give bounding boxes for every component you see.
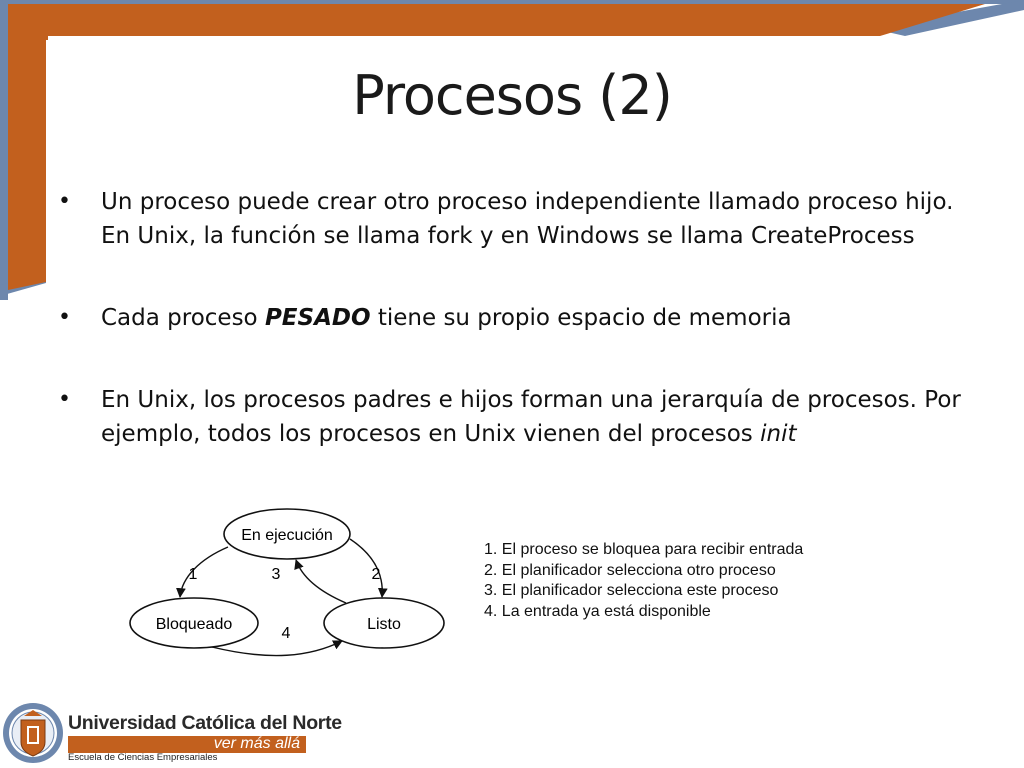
process-state-diagram — [120, 495, 460, 665]
bullet-text-segment: Un proceso puede crear otro proceso independiente llamado proceso hijo. En Unix, la función se llama fork y en Windows se llama CreateProcess — [101, 189, 954, 249]
bullet-item — [58, 185, 978, 253]
legend-item: 3. El planificador selecciona este proceso — [484, 582, 779, 599]
slogan-bar — [68, 736, 306, 753]
edge-3-arrow — [296, 560, 346, 603]
bullet-text — [101, 383, 978, 451]
bullet-icon: • — [58, 387, 71, 412]
bullet-text — [101, 185, 978, 253]
diagram-legend — [484, 540, 803, 622]
edge-1-arrow — [180, 547, 228, 597]
slide-title: Procesos (2) — [352, 64, 672, 127]
state-blocked-label: Bloqueado — [155, 616, 233, 633]
edge-label-1: 1 — [188, 566, 198, 583]
bullet-text-segment: tiene su propio espacio de memoria — [370, 305, 792, 331]
edge-label-3: 3 — [271, 566, 281, 583]
university-name: Universidad Católica del Norte — [68, 712, 342, 734]
edge-label-2: 2 — [371, 566, 381, 583]
state-ready-label: Listo — [367, 616, 401, 633]
school-name: Escuela de Ciencias Empresariales — [68, 752, 218, 763]
university-slogan: ver más allá — [213, 735, 300, 752]
bullet-list — [58, 185, 978, 499]
bullet-text-segment: Cada proceso — [101, 305, 265, 331]
emphasis-text: init — [760, 421, 797, 447]
bullet-text — [101, 301, 978, 335]
bullet-icon: • — [58, 305, 71, 330]
state-running-label: En ejecución — [241, 527, 333, 544]
legend-item: 2. El planificador selecciona otro proceso — [484, 561, 776, 579]
bullet-icon: • — [58, 189, 71, 214]
bullet-item — [58, 301, 978, 335]
edge-label-4: 4 — [281, 625, 291, 642]
bullet-text-segment: En Unix, los procesos padres e hijos forman una jerarquía de procesos. Por ejemplo, todos los procesos en Unix vienen del procesos — [101, 387, 961, 447]
legend-item: 4. La entrada ya está disponible — [484, 602, 711, 620]
bullet-item — [58, 383, 978, 451]
emphasis-text: PESADO — [264, 305, 371, 331]
legend-item: 1. El proceso se bloquea para recibir entrada — [484, 541, 804, 558]
